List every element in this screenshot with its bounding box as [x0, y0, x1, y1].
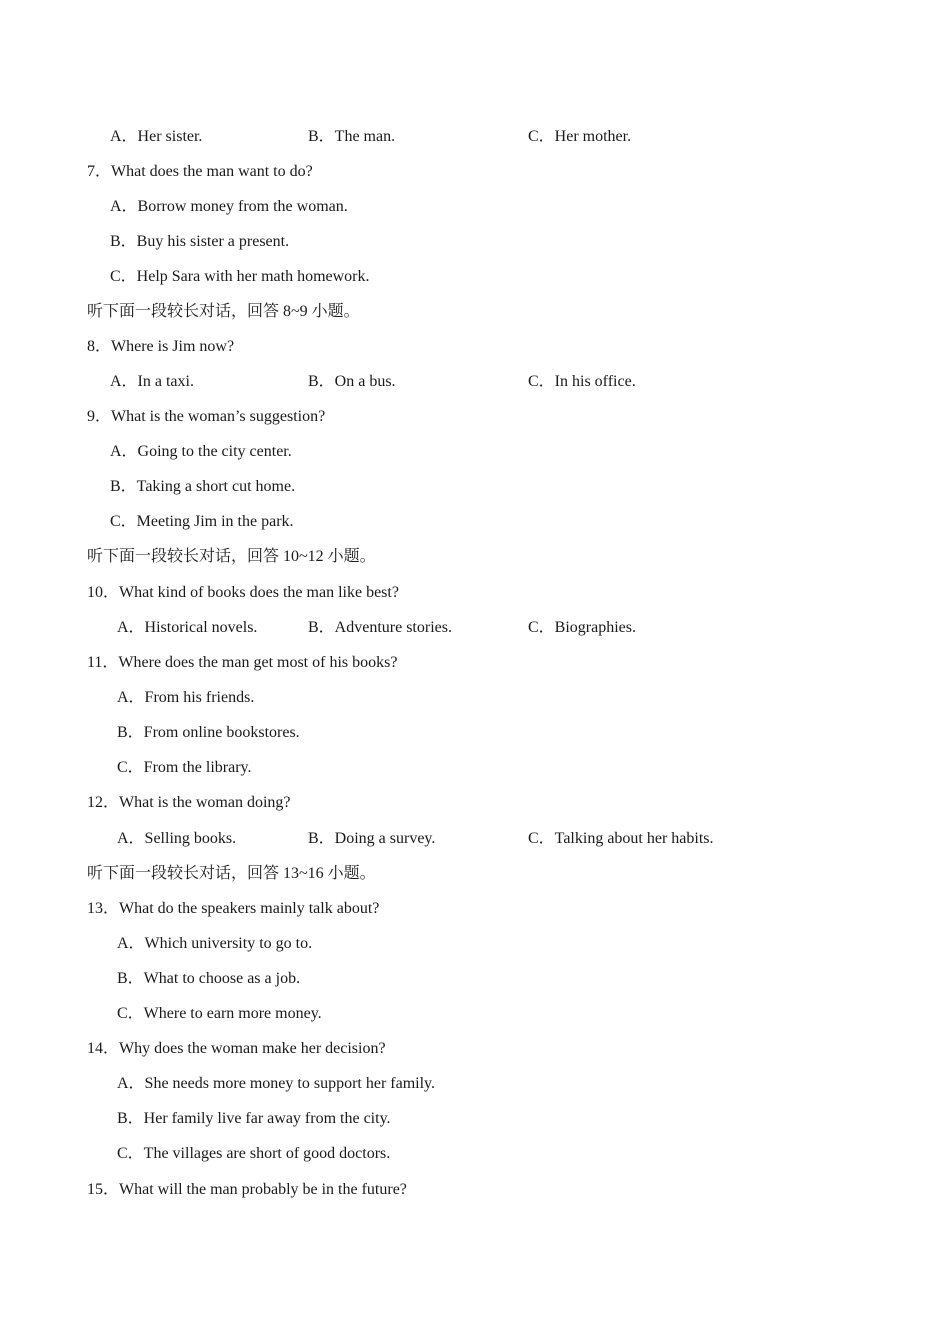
q8-question: 8．Where is Jim now?: [87, 338, 235, 355]
q9-option-a: A．Going to the city center.: [110, 443, 292, 460]
q8-option-a: A．In a taxi.: [110, 373, 194, 390]
q6-option-c: C．Her mother.: [528, 128, 632, 145]
q14-option-c: C．The villages are short of good doctors.: [117, 1145, 391, 1162]
q6-option-a: A．Her sister.: [110, 128, 203, 145]
q7-option-a: A．Borrow money from the woman.: [110, 198, 348, 215]
q10-option-a: A．Historical novels.: [117, 619, 258, 636]
q9-option-c: C．Meeting Jim in the park.: [110, 513, 294, 530]
q8-option-c: C．In his office.: [528, 373, 636, 390]
q10-question: 10．What kind of books does the man like best?: [87, 584, 399, 601]
q10-option-b: B．Adventure stories.: [308, 619, 452, 636]
q13-question: 13．What do the speakers mainly talk about?: [87, 900, 380, 917]
q8-option-b: B．On a bus.: [308, 373, 396, 390]
section-instruction-13-16: 听下面一段较长对话，回答 13~16 小题。: [87, 865, 376, 882]
q13-option-c: C．Where to earn more money.: [117, 1005, 322, 1022]
q9-option-b: B．Taking a short cut home.: [110, 478, 296, 495]
section-instruction-10-12: 听下面一段较长对话，回答 10~12 小题。: [87, 548, 376, 565]
q10-option-c: C．Biographies.: [528, 619, 636, 636]
q11-question: 11．Where does the man get most of his books?: [87, 654, 398, 671]
q11-option-b: B．From online bookstores.: [117, 724, 300, 741]
q7-option-c: C．Help Sara with her math homework.: [110, 268, 370, 285]
q11-option-a: A．From his friends.: [117, 689, 255, 706]
q12-option-b: B．Doing a survey.: [308, 830, 436, 847]
q11-option-c: C．From the library.: [117, 759, 252, 776]
q14-question: 14．Why does the woman make her decision?: [87, 1040, 386, 1057]
section-instruction-8-9: 听下面一段较长对话，回答 8~9 小题。: [87, 303, 360, 320]
q13-option-b: B．What to choose as a job.: [117, 970, 301, 987]
q12-option-a: A．Selling books.: [117, 830, 237, 847]
q6-option-b: B．The man.: [308, 128, 396, 145]
q14-option-b: B．Her family live far away from the city.: [117, 1110, 391, 1127]
q13-option-a: A．Which university to go to.: [117, 935, 313, 952]
q12-option-c: C．Talking about her habits.: [528, 830, 714, 847]
q15-question: 15．What will the man probably be in the future?: [87, 1181, 407, 1198]
q9-question: 9．What is the woman’s suggestion?: [87, 408, 326, 425]
q7-option-b: B．Buy his sister a present.: [110, 233, 290, 250]
q12-question: 12．What is the woman doing?: [87, 794, 291, 811]
q14-option-a: A．She needs more money to support her family.: [117, 1075, 436, 1092]
q7-question: 7．What does the man want to do?: [87, 163, 313, 180]
